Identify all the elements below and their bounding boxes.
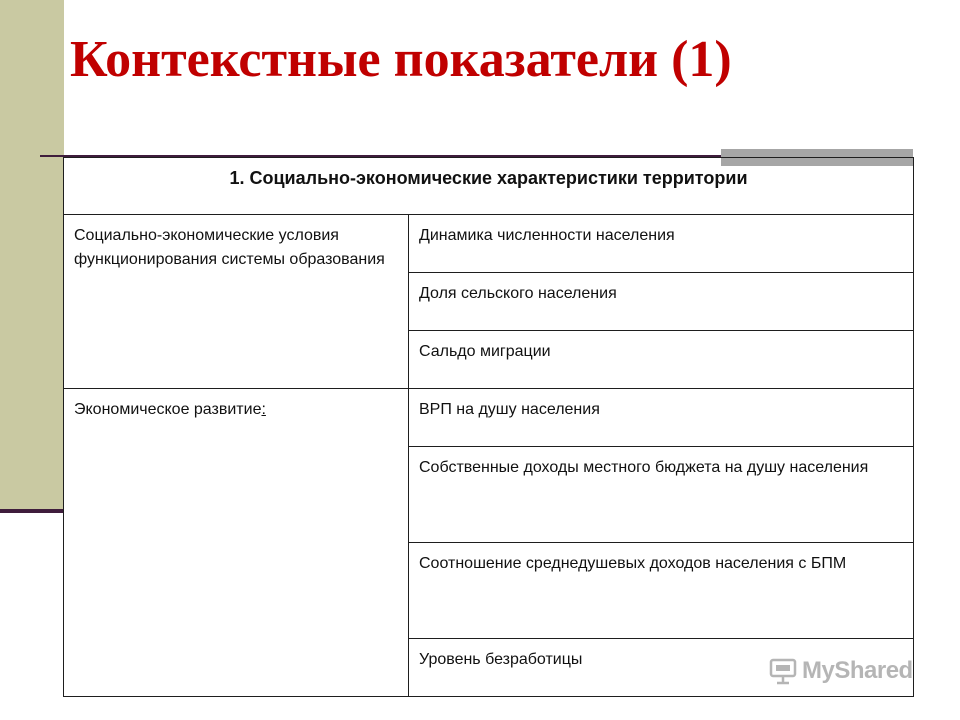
category-cell: Социально-экономические условия функционирования системы образования — [64, 215, 409, 389]
category-text: Экономическое развитие — [74, 401, 262, 418]
left-decorative-rule — [0, 509, 64, 513]
indicators-table — [63, 157, 914, 697]
indicators-table-container — [63, 157, 913, 697]
watermark — [768, 656, 913, 686]
indicator-cell: Собственные доходы местного бюджета на душу населения — [409, 447, 914, 543]
category-cell — [64, 389, 409, 697]
indicator-cell: ВРП на душу населения — [409, 389, 914, 447]
indicator-cell: Динамика численности населения — [409, 215, 914, 273]
presentation-board-icon — [768, 656, 798, 686]
table-row — [64, 389, 914, 447]
left-decorative-band — [0, 0, 64, 512]
table-header: 1. Социально-экономические характеристики территории — [64, 158, 914, 215]
watermark-text: MyShared — [802, 657, 913, 684]
category-suffix: : — [261, 401, 266, 418]
indicator-cell: Соотношение среднедушевых доходов населения с БПМ — [409, 543, 914, 639]
slide-title: Контекстные показатели (1) — [70, 31, 732, 88]
indicator-cell: Сальдо миграции — [409, 331, 914, 389]
indicator-cell: Доля сельского населения — [409, 273, 914, 331]
table-row — [64, 215, 914, 273]
table-header-row — [64, 158, 914, 215]
indicator-cell: Уровень безработицы — [409, 639, 914, 697]
